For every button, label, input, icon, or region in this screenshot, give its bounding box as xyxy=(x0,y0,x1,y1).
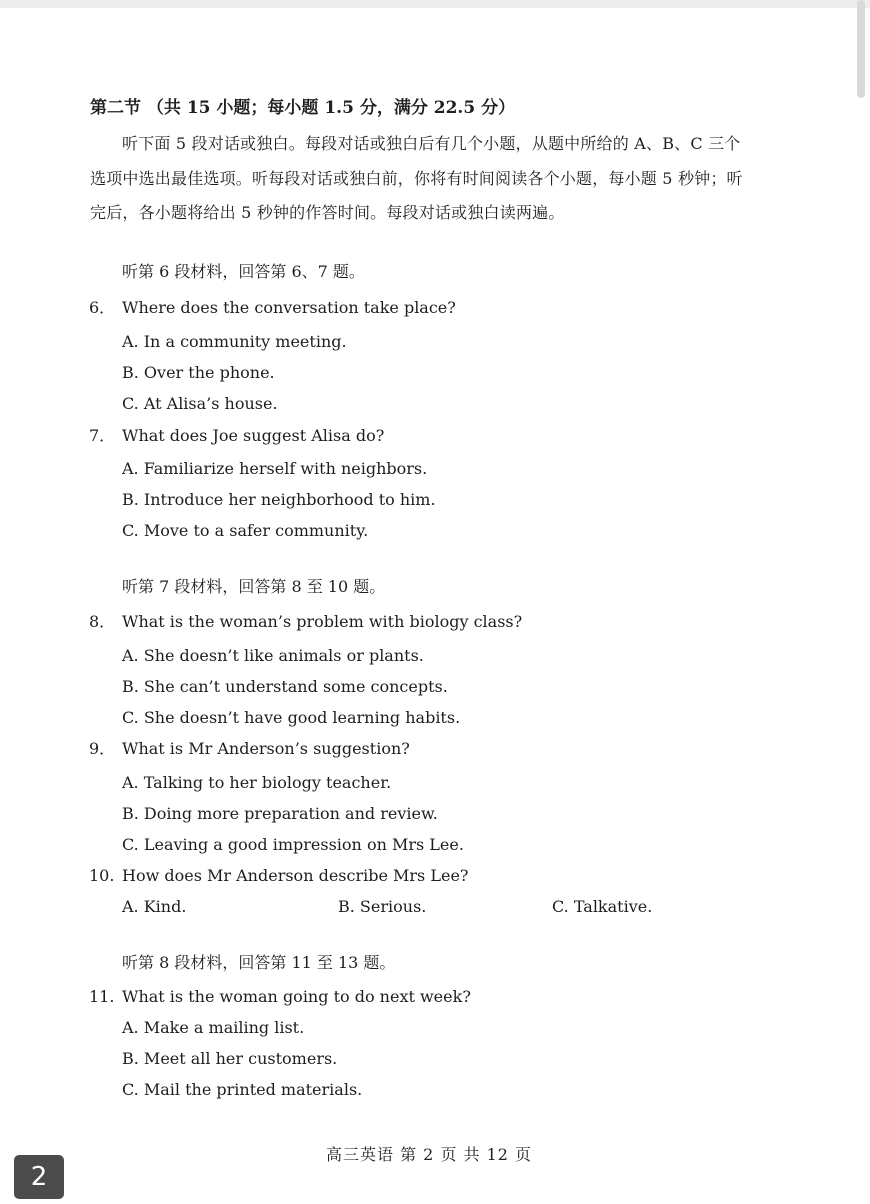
segment-heading: 听第 8 段材料，回答第 11 至 13 题。 xyxy=(122,953,396,972)
answer-option: C. Mail the printed materials. xyxy=(122,1080,363,1099)
question-number: 7． xyxy=(89,426,116,445)
question-text: How does Mr Anderson describe Mrs Lee? xyxy=(122,866,469,885)
vertical-scrollbar[interactable] xyxy=(857,0,865,98)
question-number: 10. xyxy=(89,866,115,885)
answer-option: B. Meet all her customers. xyxy=(122,1049,338,1068)
answer-option: B. Serious. xyxy=(338,897,427,916)
answer-option: A. Make a mailing list. xyxy=(122,1018,305,1037)
segment-heading: 听第 7 段材料，回答第 8 至 10 题。 xyxy=(122,577,386,596)
answer-option: C. Leaving a good impression on Mrs Lee. xyxy=(122,835,464,854)
question-number: 6． xyxy=(89,298,116,317)
answer-option: A. Kind. xyxy=(122,897,187,916)
answer-option: C. At Alisa’s house. xyxy=(122,394,278,413)
question-number: 8． xyxy=(89,612,116,631)
answer-option: B. Introduce her neighborhood to him. xyxy=(122,490,436,509)
question-text: What does Joe suggest Alisa do? xyxy=(122,426,385,445)
question-text: Where does the conversation take place? xyxy=(122,298,456,317)
question-number: 9． xyxy=(89,739,116,758)
section-title: 第二节 （共 15 小题；每小题 1.5 分，满分 22.5 分） xyxy=(90,98,516,118)
segment-heading: 听第 6 段材料，回答第 6、7 题。 xyxy=(122,262,365,281)
answer-option: B. Doing more preparation and review. xyxy=(122,804,438,823)
instructions-line-3: 完后，各小题将给出 5 秒钟的作答时间。每段对话或独白读两遍。 xyxy=(90,203,565,222)
page-number-badge[interactable]: 2 xyxy=(14,1155,64,1199)
top-toolbar-strip xyxy=(0,0,870,8)
question-text: What is the woman going to do next week? xyxy=(122,987,471,1006)
instructions-line-2: 选项中选出最佳选项。听每段对话或独白前，你将有时间阅读各个小题，每小题 5 秒钟；听 xyxy=(90,169,743,188)
answer-option: C. Move to a safer community. xyxy=(122,521,369,540)
question-text: What is Mr Anderson’s suggestion? xyxy=(122,739,410,758)
question-text: What is the woman’s problem with biology class? xyxy=(122,612,523,631)
instructions-line-1: 听下面 5 段对话或独白。每段对话或独白后有几个小题，从题中所给的 A、B、C 三个 xyxy=(122,134,741,153)
answer-option: A. In a community meeting. xyxy=(122,332,347,351)
answer-option: C. Talkative. xyxy=(552,897,653,916)
answer-option: C. She doesn’t have good learning habits. xyxy=(122,708,461,727)
answer-option: A. She doesn’t like animals or plants. xyxy=(122,646,424,665)
question-number: 11. xyxy=(89,987,115,1006)
answer-option: B. She can’t understand some concepts. xyxy=(122,677,448,696)
answer-option: B. Over the phone. xyxy=(122,363,275,382)
answer-option: A. Familiarize herself with neighbors. xyxy=(122,459,428,478)
page-footer: 高三英语 第 2 页 共 12 页 xyxy=(326,1145,533,1164)
answer-option: A. Talking to her biology teacher. xyxy=(122,773,392,792)
